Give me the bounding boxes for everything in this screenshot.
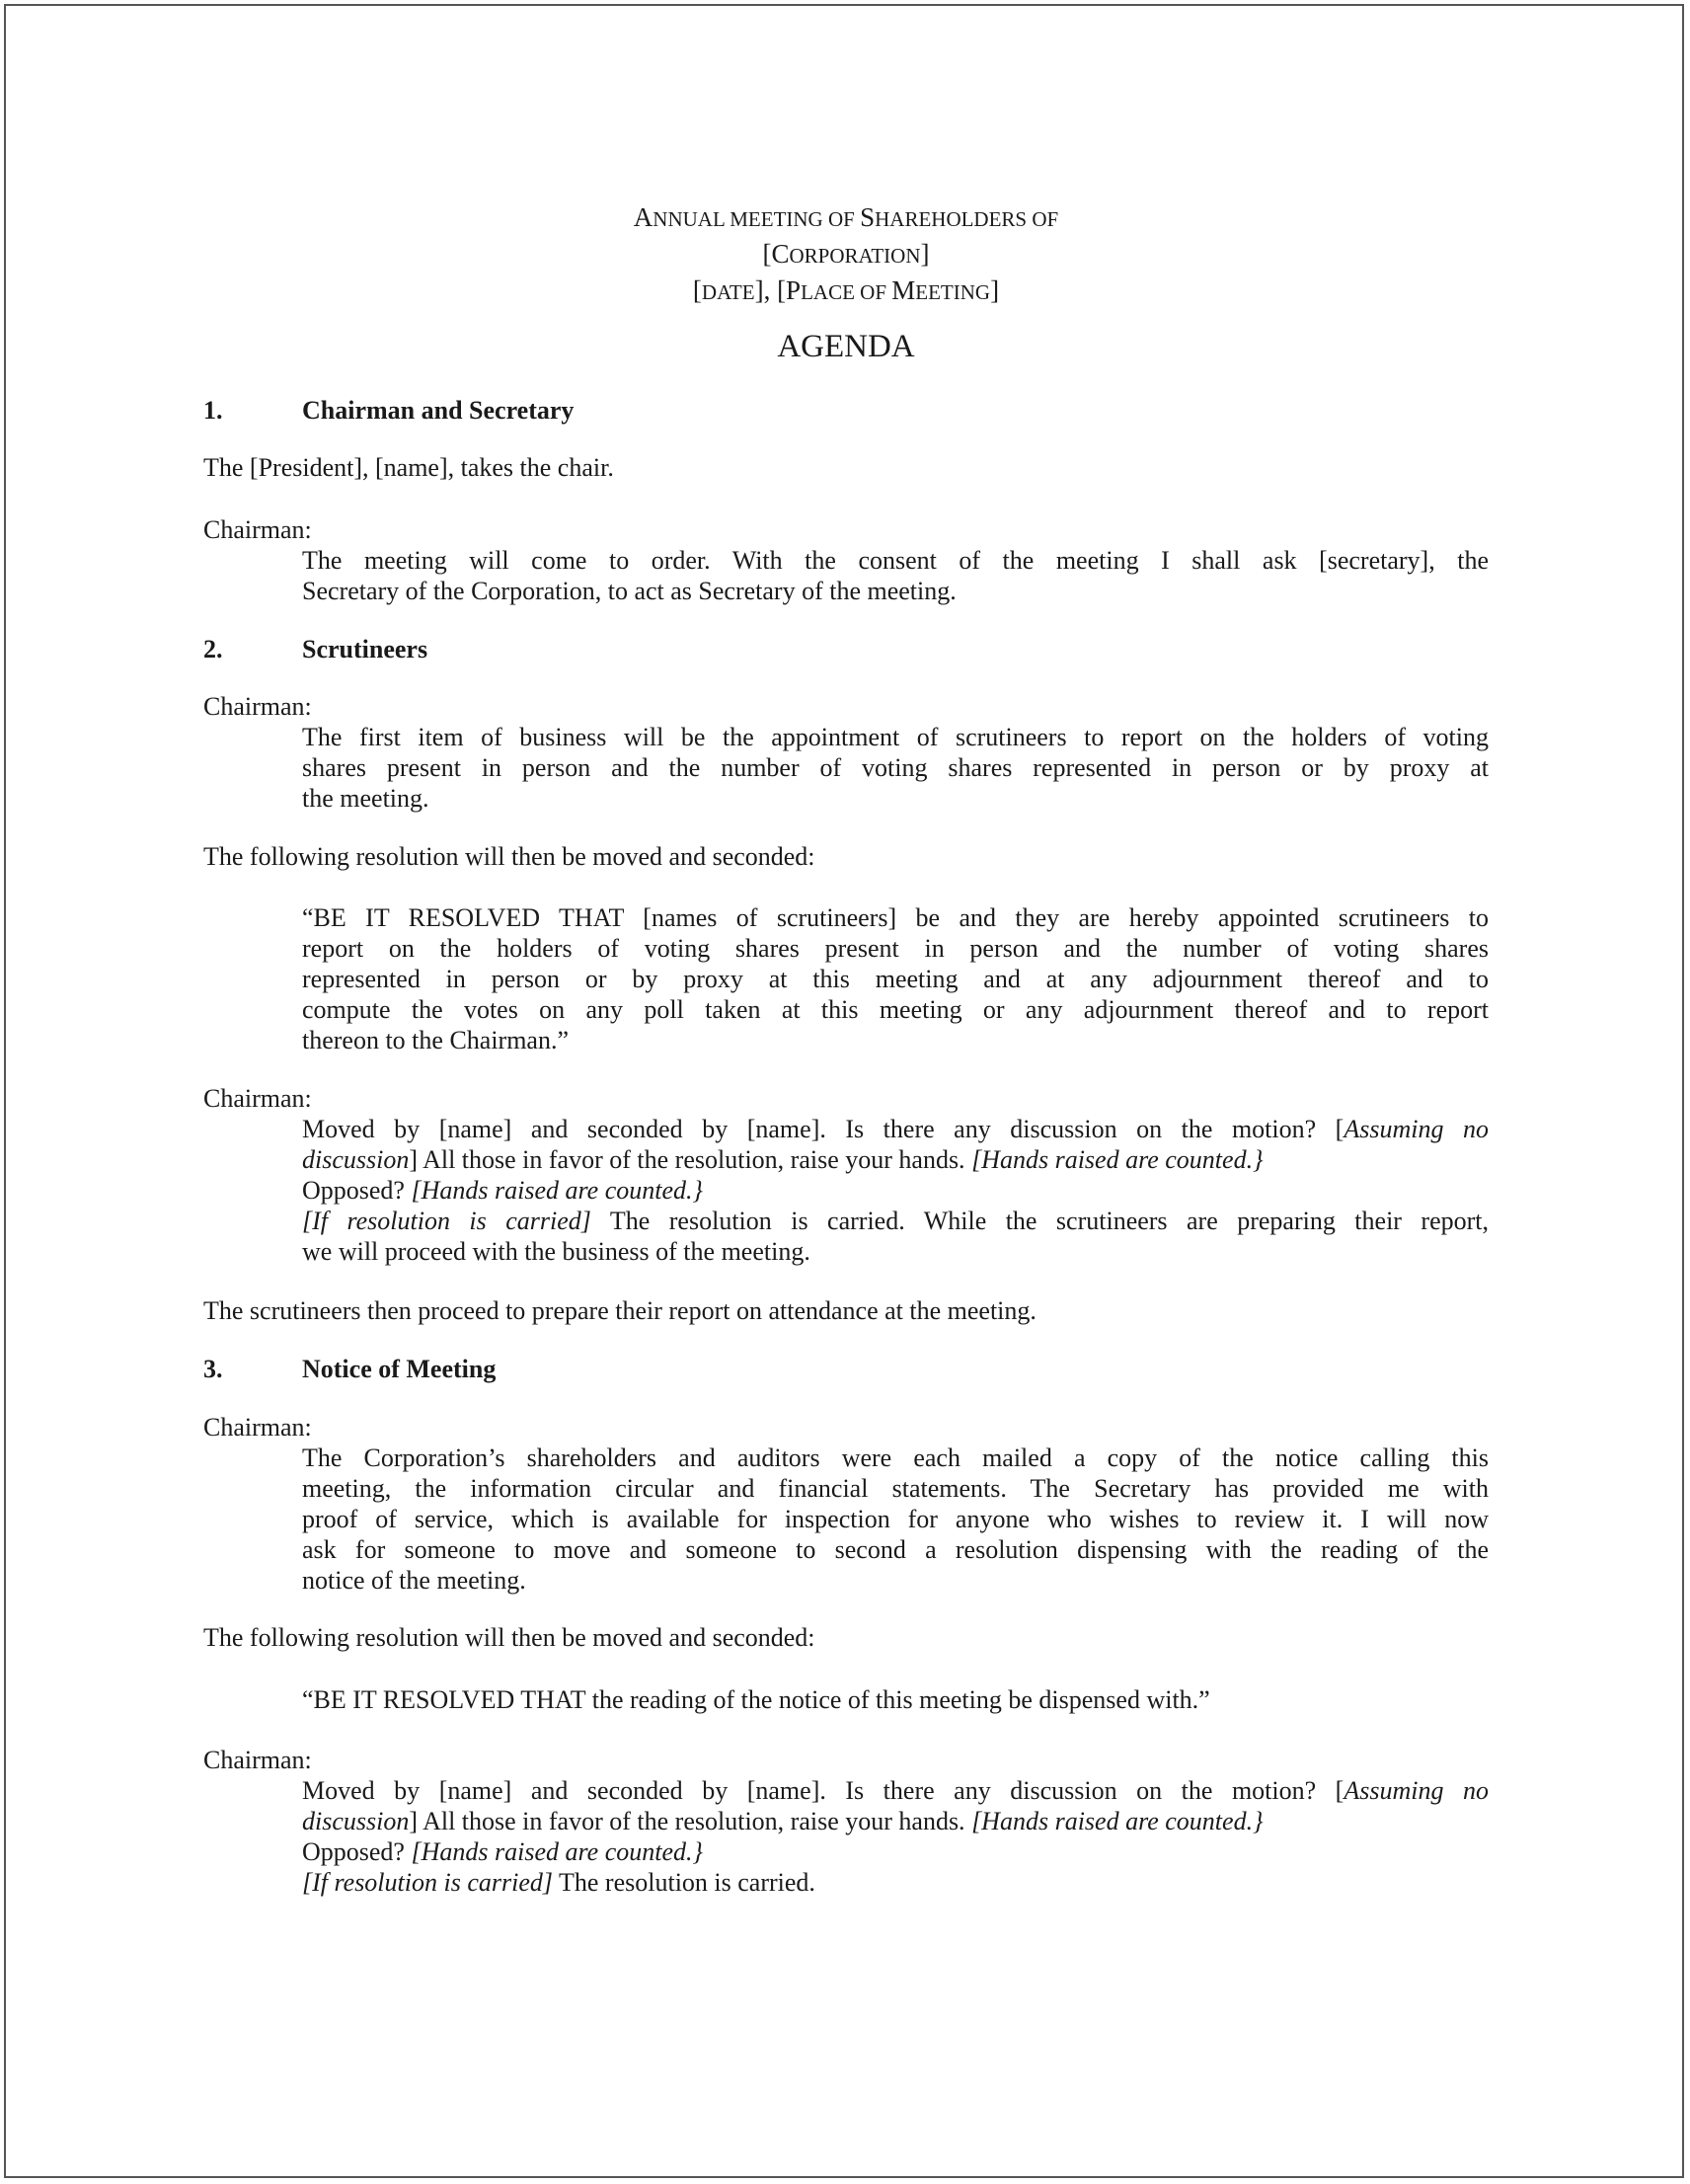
- paragraph: The following resolution will then be moved and seconded:: [203, 1623, 815, 1652]
- corporation-placeholder: [CORPORATION]: [762, 239, 930, 269]
- agenda-heading: AGENDA: [777, 329, 915, 364]
- paragraph: The [President], [name], takes the chair.: [203, 453, 614, 482]
- meeting-title: ANNUAL MEETING OF SHAREHOLDERS OF: [633, 202, 1059, 232]
- resolution-block: “BE IT RESOLVED THAT [names of scrutineers] be and they are hereby appointed scrutineers to report on the holders of voting shares present in person and the number of voting shares represented in person or by proxy at this meeting and at any adjournment thereof and to compute the votes on any poll taken at this meeting or any adjournment thereof and to report thereon to the Chairman.”: [302, 903, 1489, 1054]
- speech-block: The Corporation’s shareholders and auditors were each mailed a copy of the notice calling this meeting, the information circular and financial statements. The Secretary has provided me with proof of service, which is available for inspection for anyone who wishes to review it. I will now ask for someone to move and someone to second a resolution dispensing with the reading of the notice of the meeting.: [302, 1443, 1489, 1595]
- section-heading: 2. Scrutineers: [203, 635, 428, 663]
- speaker-label: Chairman:: [203, 1746, 312, 1774]
- speaker-label: Chairman:: [203, 515, 312, 544]
- section-heading: 1. Chairman and Secretary: [203, 396, 575, 425]
- section-heading: 3. Notice of Meeting: [203, 1355, 497, 1383]
- motion-block: Moved by [name] and seconded by [name]. Is there any discussion on the motion? [Assuming no discussion] All those in favor of the resolution, raise your hands. [Hands raised are counted.} Opposed? [Hands raised are counted.} [If resolution is carried] The resolution is carried.: [302, 1776, 1489, 1897]
- motion-block: Moved by [name] and seconded by [name]. Is there any discussion on the motion? [Assuming no discussion] All those in favor of the resolution, raise your hands. [Hands raised are counted.} Opposed? [Hands raised are counted.} [If resolution is carried] The resolution is carried. While the scrutineers are preparing their report, we will proceed with the business of the meeting.: [302, 1115, 1490, 1266]
- paragraph: The following resolution will then be moved and seconded:: [203, 842, 815, 871]
- speaker-label: Chairman:: [203, 1084, 312, 1113]
- speech-block: The first item of business will be the appointment of scrutineers to report on the holders of voting shares present in person and the number of voting shares represented in person or by proxy at the meeting.: [302, 723, 1489, 813]
- date-place-line: [DATE], [PLACE OF MEETING]: [692, 275, 1000, 305]
- paragraph: The scrutineers then proceed to prepare their report on attendance at the meeting.: [203, 1296, 1037, 1325]
- speech-block: The meeting will come to order. With the consent of the meeting I shall ask [secretary], the Secretary of the Corporation, to act as Secretary of the meeting.: [302, 546, 1489, 605]
- speaker-label: Chairman:: [203, 692, 312, 721]
- resolution-block: “BE IT RESOLVED THAT the reading of the notice of this meeting be dispensed with.”: [302, 1685, 1210, 1714]
- speaker-label: Chairman:: [203, 1413, 312, 1442]
